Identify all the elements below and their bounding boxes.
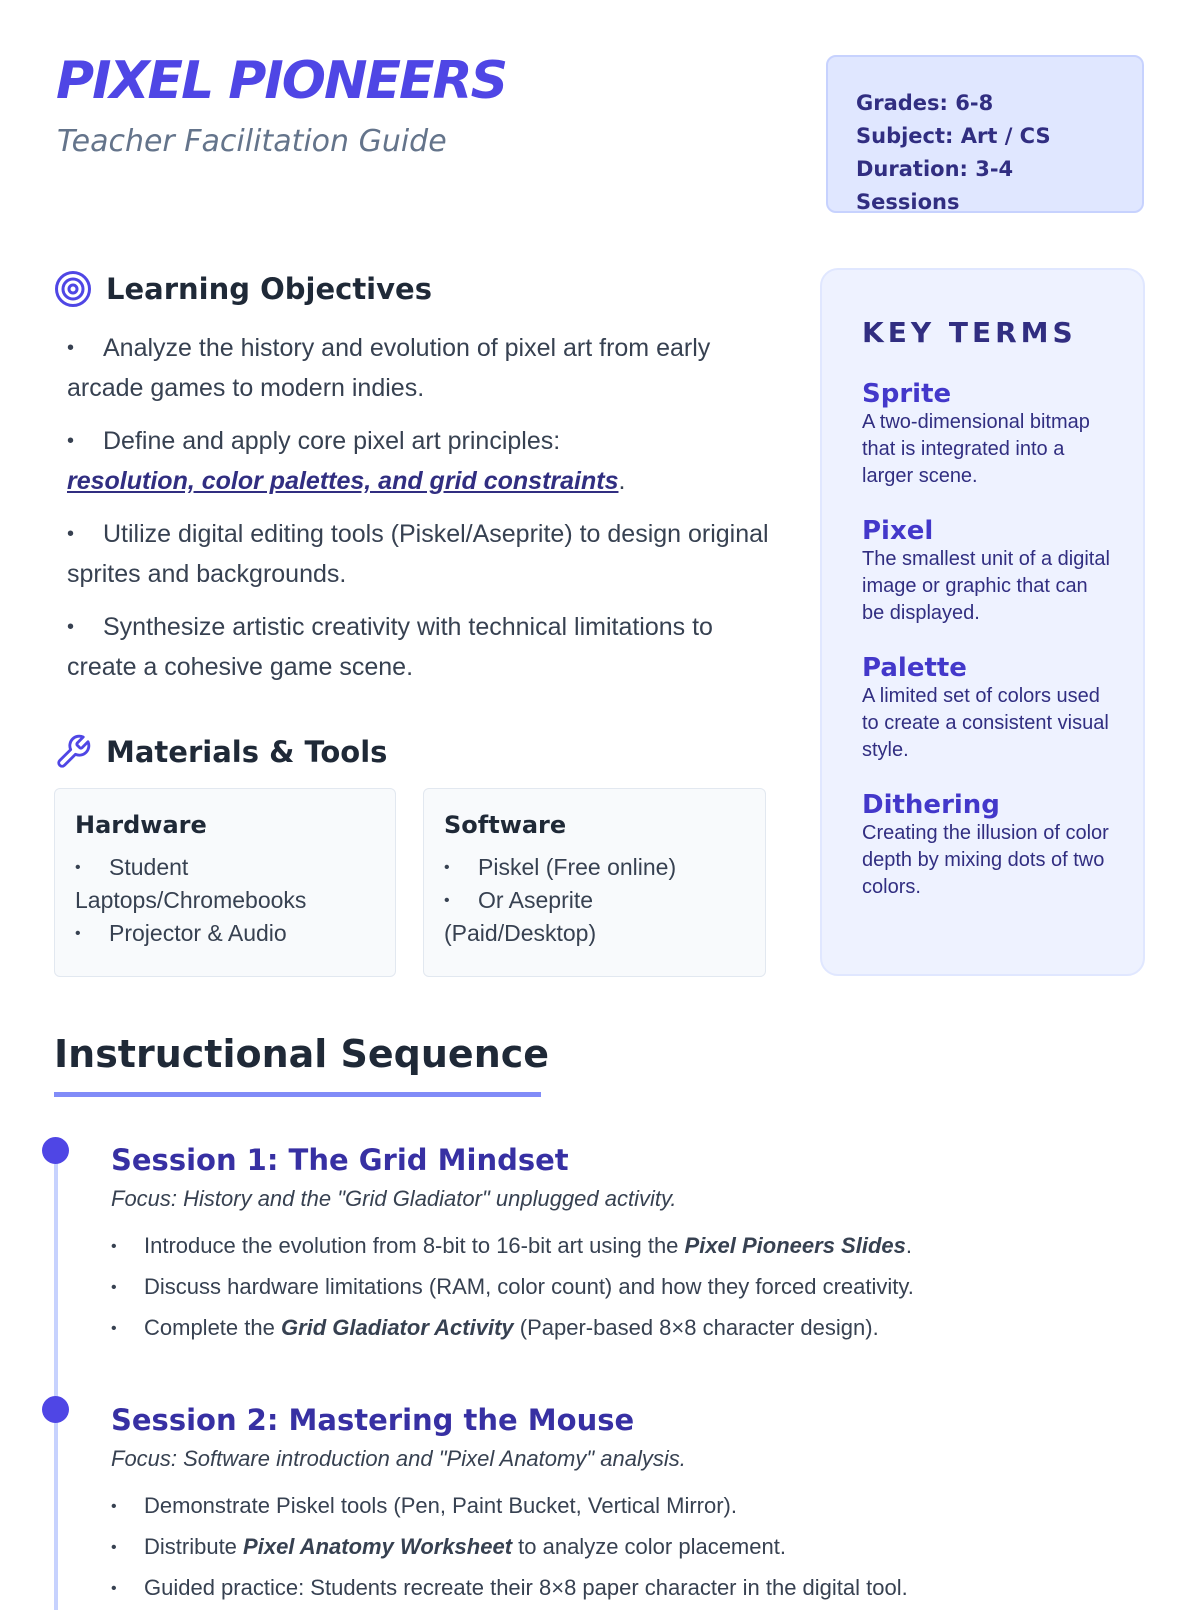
bullet: • [444,859,450,876]
software-card [423,788,766,977]
session-steps [111,1226,1171,1349]
list-item: • Demonstrate Piskel tools (Pen, Paint Bucket, Vertical Mirror). [111,1486,1171,1527]
term-name: Palette [862,653,967,683]
session-1 [111,1142,1171,1349]
term-palette [862,653,1113,764]
session-focus: Focus: Software introduction and "Pixel Anatomy" analysis. [111,1446,686,1471]
list-item: • Complete the Grid Gladiator Activity (Paper-based 8×8 character design). [111,1308,1171,1349]
term-definition: A two-dimensional bitmap that is integrated into a larger scene. [862,411,1090,487]
resource-name: Pixel Anatomy Worksheet [243,1534,513,1559]
grades-info: Grades: 6-8 [856,91,994,115]
term-dithering [862,790,1113,901]
objective-end: . [618,467,626,495]
list-item: • Guided practice: Students recreate their 8×8 paper character in the digital tool. [111,1568,1171,1609]
page-title: PIXEL PIONEERS [56,51,507,111]
list-item: • Student Laptops/Chromebooks [75,851,375,917]
term-name: Pixel [862,516,934,546]
session-2 [111,1402,1171,1609]
term-definition: Creating the illusion of color depth by mixing dots of two colors. [862,822,1109,898]
bullet: • [67,337,75,359]
term-sprite [862,379,1113,490]
bullet: • [67,523,75,545]
term-definition: The smallest unit of a digital image or graphic that can be displayed. [862,548,1110,624]
bullet: • [111,1498,117,1515]
objective-text: Define and apply core pixel art principles: [103,427,561,455]
session-title: Session 1: The Grid Mindset [111,1143,569,1177]
wrench-icon [54,733,92,771]
subject-info: Subject: Art / CS [856,124,1051,148]
sequence-heading: Instructional Sequence [54,1032,550,1076]
hardware-list [75,851,375,950]
list-item: • Distribute Pixel Anatomy Worksheet to analyze color placement. [111,1527,1171,1568]
objective-text: Analyze the history and evolution of pixel art from early arcade games to modern indies. [67,334,711,402]
timeline-line [54,1150,58,1610]
term-name: Dithering [862,790,1000,820]
session-title: Session 2: Mastering the Mouse [111,1403,635,1437]
session-steps [111,1486,1171,1609]
resource-name: Pixel Pioneers Slides [684,1233,906,1258]
page-subtitle: Teacher Facilitation Guide [57,124,447,159]
course-info-box [826,55,1144,213]
list-item [67,514,782,594]
list-item: • Projector & Audio [75,917,375,950]
bullet: • [67,616,75,638]
duration-info: Duration: 3-4 Sessions [856,157,1014,214]
list-item: • Piskel (Free online) [444,851,745,884]
list-item: • Discuss hardware limitations (RAM, color count) and how they forced creativity. [111,1267,1171,1308]
timeline-dot [42,1137,69,1164]
term-name: Sprite [862,379,952,409]
target-icon [54,270,92,308]
key-terms-heading: KEY TERMS [862,316,1077,349]
hardware-title: Hardware [75,811,207,839]
materials-heading: Materials & Tools [106,735,388,769]
list-item [67,421,782,501]
bullet: • [111,1238,117,1255]
materials-header [54,733,387,771]
bullet: • [111,1539,117,1556]
bullet: • [111,1279,117,1296]
bullet: • [67,430,75,452]
list-item: • Introduce the evolution from 8-bit to 16-bit art using the Pixel Pioneers Slides. [111,1226,1171,1267]
timeline-dot [42,1396,69,1423]
key-terms-panel [820,268,1145,976]
bullet: • [75,925,81,942]
objectives-list [67,328,782,700]
objectives-heading: Learning Objectives [106,272,432,306]
bullet: • [444,892,450,909]
list-item [67,328,782,408]
session-focus: Focus: History and the "Grid Gladiator" unplugged activity. [111,1186,677,1211]
objective-emphasis: resolution, color palettes, and grid constraints [67,467,619,495]
term-pixel [862,516,1113,627]
objective-text: Utilize digital editing tools (Piskel/Aseprite) to design original sprites and backgrounds. [67,520,769,588]
software-title: Software [444,811,567,839]
software-list [444,851,745,950]
objective-text: Synthesize artistic creativity with technical limitations to create a cohesive game scene. [67,613,713,681]
objectives-header [54,270,432,308]
term-definition: A limited set of colors used to create a consistent visual style. [862,685,1109,761]
resource-name: Grid Gladiator Activity [280,1315,514,1340]
heading-underline [54,1092,541,1097]
list-item: • Or Aseprite (Paid/Desktop) [444,884,745,950]
list-item [67,607,782,687]
bullet: • [75,859,81,876]
hardware-card [54,788,396,977]
bullet: • [111,1320,117,1337]
bullet: • [111,1580,117,1597]
